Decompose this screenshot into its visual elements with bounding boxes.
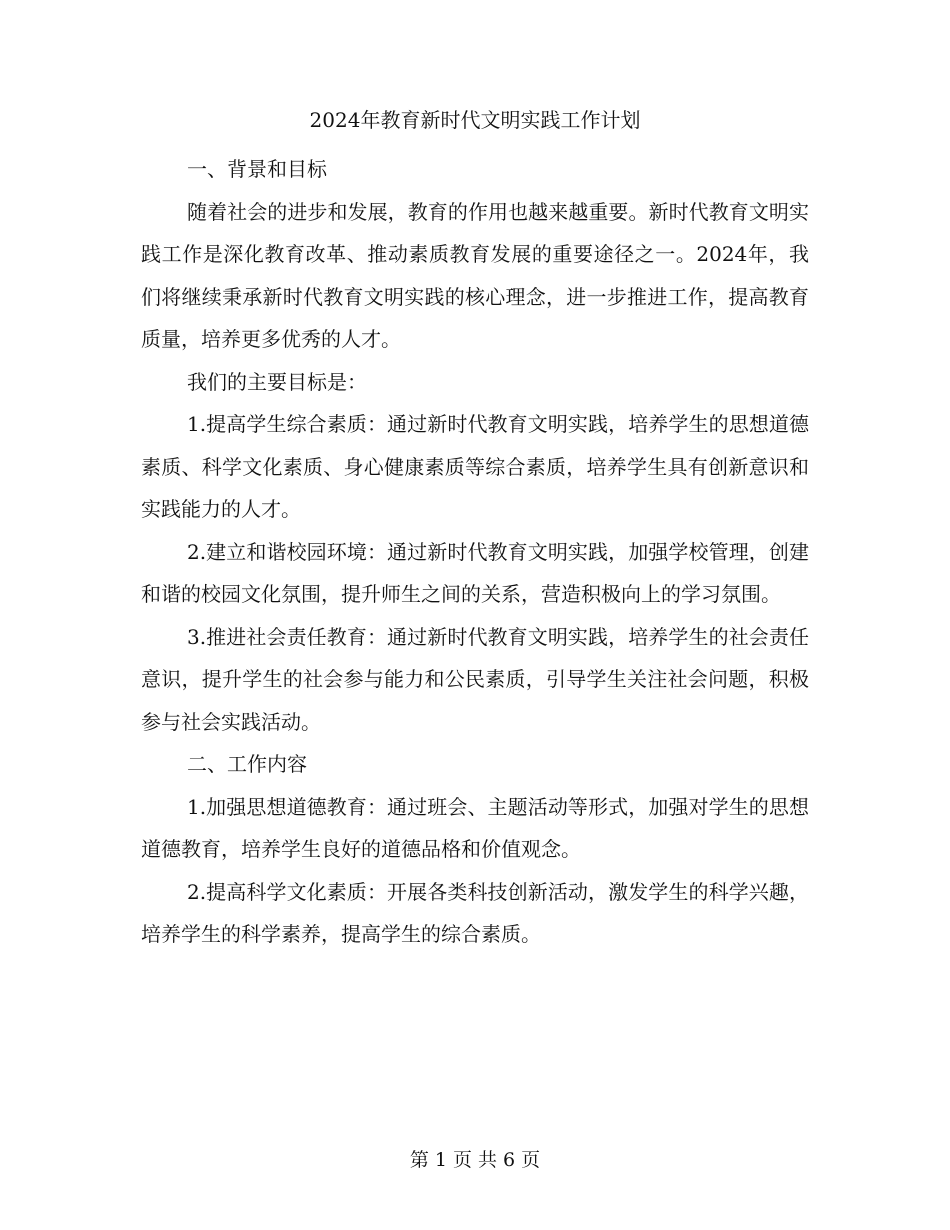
paragraph-goals-lead: 我们的主要目标是：	[187, 369, 367, 394]
section-heading-background: 一、背景和目标	[187, 157, 327, 181]
paragraph-work-1: 1.加强思想道德教育：通过班会、主题活动等形式，加强对学生的思想道德教育，培养学生良好的道德品格和价值观念。	[141, 794, 809, 861]
paragraph-intro: 随着社会的进步和发展，教育的作用也越来越重要。新时代教育文明实践工作是深化教育改革、推动素质教育发展的重要途径之一。2024年，我们将继续秉承新时代教育文明实践的核心理念，进一步推进工作，提高教育质量，培养更多优秀的人才。	[141, 199, 809, 351]
document-body	[141, 148, 809, 956]
document-title: 2024年教育新时代文明实践工作计划	[309, 108, 641, 132]
section-heading-work-content: 二、工作内容	[187, 752, 307, 776]
paragraph-goal-3: 3.推进社会责任教育：通过新时代教育文明实践，培养学生的社会责任意识，提升学生的社会参与能力和公民素质，引导学生关注社会问题，积极参与社会实践活动。	[141, 624, 809, 734]
page-footer: 第 1 页 共 6 页	[409, 1149, 541, 1171]
paragraph-goal-1: 1.提高学生综合素质：通过新时代教育文明实践，培养学生的思想道德素质、科学文化素质、身心健康素质等综合素质，培养学生具有创新意识和实践能力的人才。	[141, 412, 809, 521]
paragraph-work-2: 2.提高科学文化素质：开展各类科技创新活动，激发学生的科学兴趣，培养学生的科学素养，提高学生的综合素质。	[141, 879, 809, 946]
paragraph-goal-2: 2.建立和谐校园环境：通过新时代教育文明实践，加强学校管理，创建和谐的校园文化氛围，提升师生之间的关系，营造积极向上的学习氛围。	[141, 539, 809, 606]
